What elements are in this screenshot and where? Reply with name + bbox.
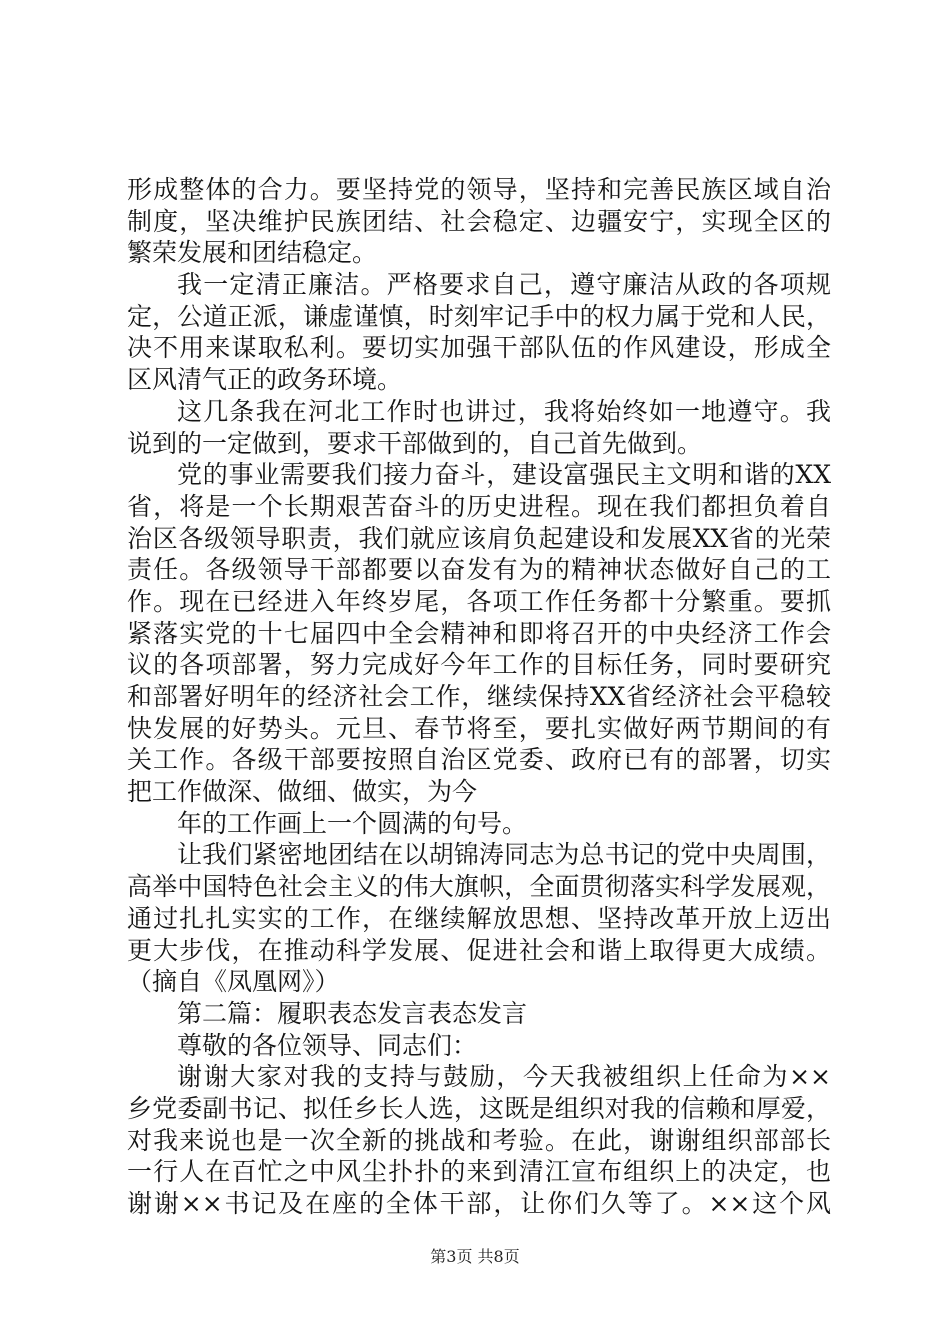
paragraph-line: 作。现在已经进入年终岁尾，各项工作任务都十分繁重。要抓 (127, 586, 831, 616)
text-line (127, 523, 831, 555)
paragraph-line: （摘自《凤凰网》） (127, 967, 340, 997)
paragraph-first-line: 年的工作画上一个圆满的句号。 (177, 808, 528, 838)
text-line (127, 966, 831, 998)
text-line (127, 744, 831, 776)
text-line (127, 364, 831, 396)
paragraph-line: 通过扎扎实实的工作，在继续解放思想、坚持改革开放上迈出 (127, 903, 831, 933)
text-line (127, 935, 831, 967)
paragraph-line: 定，公道正派，谦虚谨慎，时刻牢记手中的权力属于党和人民， (127, 301, 831, 331)
text-line (127, 237, 831, 269)
text-line (127, 681, 831, 713)
text-line (127, 586, 831, 618)
text-line (127, 396, 831, 428)
paragraph-line: 高举中国特色社会主义的伟大旗帜，全面贯彻落实科学发展观， (127, 872, 831, 902)
text-line (127, 554, 831, 586)
text-line (127, 174, 831, 206)
paragraph-line: 议的各项部署，努力完成好今年工作的目标任务，同时要研究 (127, 650, 831, 680)
text-line (127, 269, 831, 301)
paragraph-line: 紧落实党的十七届四中全会精神和即将召开的中央经济工作会 (127, 618, 831, 648)
text-line (127, 1030, 831, 1062)
paragraph-line: 说到的一定做到，要求干部做到的，自己首先做到。 (127, 428, 703, 458)
paragraph-line: 繁荣发展和团结稳定。 (127, 238, 378, 268)
paragraph-first-line: 尊敬的各位领导、同志们： (177, 1030, 478, 1060)
paragraph-line: 快发展的好势头。元旦、春节将至，要扎实做好两节期间的有 (127, 713, 831, 743)
text-line (127, 1156, 831, 1188)
paragraph-first-line: 第二篇：履职表态发言表态发言 (177, 998, 528, 1028)
text-line (127, 618, 831, 650)
text-line (127, 491, 831, 523)
text-line (127, 332, 831, 364)
body-text (127, 174, 831, 1220)
text-line (127, 1188, 831, 1220)
text-line (127, 649, 831, 681)
text-line (127, 459, 831, 491)
paragraph-line: 谢谢××书记及在座的全体干部，让你们久等了。××这个风 (127, 1189, 831, 1218)
text-line (127, 428, 831, 460)
paragraph-line: 一行人在百忙之中风尘扑扑的来到清江宣布组织上的决定，也 (127, 1157, 831, 1187)
paragraph-line: 关工作。各级干部要按照自治区党委、政府已有的部署，切实 (127, 745, 831, 775)
paragraph-line: 对我来说也是一次全新的挑战和考验。在此，谢谢组织部部长 (127, 1125, 831, 1155)
paragraph-line: 形成整体的合力。要坚持党的领导，坚持和完善民族区域自治 (127, 175, 831, 204)
text-line (127, 1125, 831, 1157)
paragraph-line: 把工作做深、做细、做实，为今 (127, 777, 478, 807)
paragraph-line: 制度，坚决维护民族团结、社会稳定、边疆安宁，实现全区的 (127, 206, 831, 236)
paragraph-first-line: 我一定清正廉洁。严格要求自己，遵守廉洁从政的各项规 (177, 270, 831, 300)
text-line (127, 998, 831, 1030)
text-line (127, 839, 831, 871)
paragraph-line: 治区各级领导职责，我们就应该肩负起建设和发展XX省的光荣 (127, 523, 831, 553)
text-line (127, 776, 831, 808)
text-line (127, 903, 831, 935)
paragraph-line: 更大步伐，在推动科学发展、促进社会和谐上取得更大成绩。 (127, 935, 831, 965)
paragraph-line: 乡党委副书记、拟任乡长人选，这既是组织对我的信赖和厚爱， (127, 1093, 831, 1123)
text-line (127, 808, 831, 840)
paragraph-first-line: 党的事业需要我们接力奋斗，建设富强民主文明和谐的XX (177, 460, 831, 490)
paragraph-first-line: 这几条我在河北工作时也讲过，我将始终如一地遵守。我 (177, 396, 831, 426)
text-line (127, 206, 831, 238)
text-line (127, 1093, 831, 1125)
paragraph-line: 省，将是一个长期艰苦奋斗的历史进程。现在我们都担负着自 (127, 491, 831, 521)
text-line (127, 301, 831, 333)
paragraph-line: 决不用来谋取私利。要切实加强干部队伍的作风建设，形成全 (127, 333, 831, 363)
text-line (127, 713, 831, 745)
paragraph-line: 责任。各级领导干部都要以奋发有为的精神状态做好自己的工 (127, 555, 831, 585)
paragraph-first-line: 让我们紧密地团结在以胡锦涛同志为总书记的党中央周围， (177, 840, 831, 870)
paragraph-line: 和部署好明年的经济社会工作，继续保持XX省经济社会平稳较 (127, 682, 831, 711)
paragraph-line: 区风清气正的政务环境。 (127, 365, 403, 395)
paragraph-first-line: 谢谢大家对我的支持与鼓励，今天我被组织上任命为×× (177, 1062, 831, 1092)
page-footer: 第3页 共8页 (430, 1247, 520, 1266)
text-line (127, 1061, 831, 1093)
text-line (127, 871, 831, 903)
